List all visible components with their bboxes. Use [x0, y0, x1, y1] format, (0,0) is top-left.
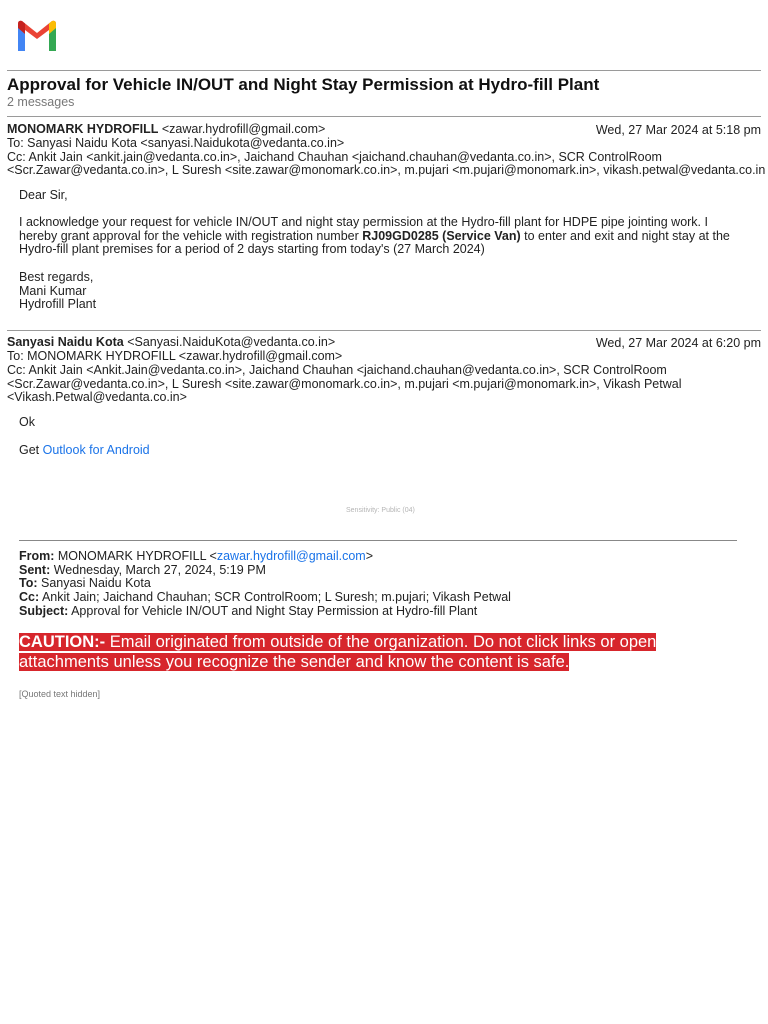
- message2-body: Ok: [19, 415, 35, 429]
- forwarded-divider: [19, 540, 737, 541]
- top-divider: [7, 70, 761, 71]
- sender-name: MONOMARK HYDROFILL: [7, 122, 159, 136]
- caution-banner: [19, 633, 739, 672]
- message1-divider: [7, 116, 761, 117]
- vehicle-registration: RJ09GD0285 (Service Van): [362, 228, 521, 243]
- message1-cc-line2: <Scr.Zawar@vedanta.co.in>, L Suresh <site.zawar@monomark.co.in>, m.pujari <m.pujari@monomark.in>, vikash.petwal@vedanta.co.in: [7, 163, 766, 177]
- from-close: >: [365, 549, 374, 563]
- caution-label: CAUTION:-: [19, 633, 106, 651]
- from-name: MONOMARK HYDROFILL <: [54, 549, 217, 563]
- message1-to: To: Sanyasi Naidu Kota <sanyasi.Naidukota@vedanta.co.in>: [7, 136, 345, 150]
- gmail-icon: [6, 6, 68, 62]
- subject-value: Approval for Vehicle IN/OUT and Night Stay Permission at Hydro-fill Plant: [68, 604, 478, 618]
- message1-regards: Best regards,: [19, 270, 94, 284]
- message1-sender: [7, 123, 325, 137]
- from-email-link[interactable]: zawar.hydrofill@gmail.com: [216, 549, 366, 563]
- message2-divider: [7, 330, 761, 331]
- cc-value: Ankit Jain; Jaichand Chauhan; SCR ControlRoom; L Suresh; m.pujari; Vikash Petwal: [39, 590, 511, 604]
- paragraph-part2: to enter and exit and night stay at the Hydro-fill plant premises for a period of 2 days starting from today's (27 March 2024): [19, 228, 730, 256]
- caution-text: Email originated from outside of the organization. Do not click links or open attachments unless you recognize the sender and know the content is safe.: [19, 633, 657, 671]
- outlook-for-android-link[interactable]: Outlook for Android: [42, 443, 150, 457]
- message1-signature-org: Hydrofill Plant: [19, 297, 97, 311]
- thread-subject: Approval for Vehicle IN/OUT and Night Stay Permission at Hydro-fill Plant: [7, 75, 600, 94]
- message2-sender: [7, 336, 335, 350]
- sender-email: <zawar.hydrofill@gmail.com>: [161, 122, 326, 136]
- sender-name: Sanyasi Naidu Kota: [7, 335, 124, 349]
- message1-date: Wed, 27 Mar 2024 at 5:18 pm: [595, 123, 761, 137]
- from-label: From:: [19, 549, 55, 563]
- forwarded-to: [19, 577, 741, 591]
- message-count: 2 messages: [7, 95, 75, 109]
- message1-paragraph: [19, 216, 741, 257]
- sent-label: Sent:: [19, 563, 51, 577]
- message2-to: To: MONOMARK HYDROFILL <zawar.hydrofill@gmail.com>: [7, 349, 343, 363]
- cc-label: Cc:: [19, 590, 40, 604]
- message2-cc-line2: <Scr.Zawar@vedanta.co.in>, L Suresh <site.zawar@monomark.co.in>, m.pujari <m.pujari@monomark.in>, Vikash Petwal: [7, 377, 682, 391]
- quoted-text-hidden[interactable]: [Quoted text hidden]: [19, 689, 101, 699]
- gmail-logo: [6, 6, 68, 62]
- to-label: To:: [19, 576, 38, 590]
- message1-cc-line1: Cc: Ankit Jain <ankit.jain@vedanta.co.in>, Jaichand Chauhan <jaichand.chauhan@vedanta.co.in>, SCR ControlRoom: [7, 150, 662, 164]
- forwarded-cc: [19, 591, 741, 605]
- message2-get-outlook: [19, 444, 741, 458]
- forwarded-from: [19, 550, 741, 564]
- get-label: Get: [19, 443, 43, 457]
- to-value: Sanyasi Naidu Kota: [37, 576, 151, 590]
- message1-signature-name: Mani Kumar: [19, 284, 87, 298]
- forwarded-subject: [19, 605, 741, 619]
- message1-greeting: Dear Sir,: [19, 188, 68, 202]
- message2-cc-line1: Cc: Ankit Jain <Ankit.Jain@vedanta.co.in>, Jaichand Chauhan <jaichand.chauhan@vedanta.co.in>, SCR ControlRoom: [7, 363, 667, 377]
- message2-date: Wed, 27 Mar 2024 at 6:20 pm: [595, 336, 761, 350]
- paragraph-part1: I acknowledge your request for vehicle IN/OUT and night stay permission at the Hydro-fill plant for HDPE pipe jointing work. I hereby grant approval for the vehicle with registration number: [19, 215, 708, 243]
- message2-cc-line3: <Vikash.Petwal@vedanta.co.in>: [7, 390, 187, 404]
- sensitivity-label: Sensitivity: Public (04): [346, 507, 415, 514]
- sent-value: Wednesday, March 27, 2024, 5:19 PM: [50, 563, 266, 577]
- sender-email: <Sanyasi.NaiduKota@vedanta.co.in>: [127, 335, 336, 349]
- subject-label: Subject:: [19, 604, 69, 618]
